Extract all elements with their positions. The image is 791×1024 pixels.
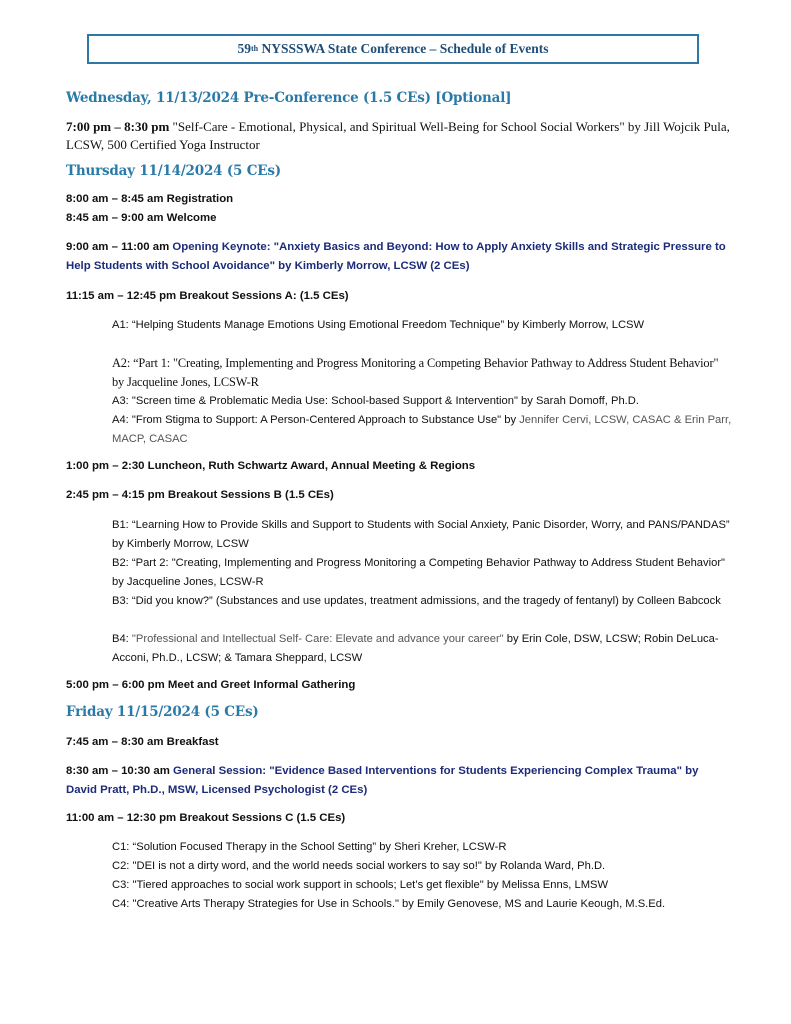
a4-title: A4: "From Stigma to Support: A Person-Centered Approach to Substance Use" by: [112, 414, 520, 426]
title-rest: NYSSSWA State Conference – Schedule of Events: [258, 41, 549, 56]
general-session-time: 8:30 am – 10:30 am: [66, 765, 170, 777]
document-title: 59 th NYSSSWA State Conference – Schedule of Events: [87, 34, 699, 64]
breakout-b1: B1: “Learning How to Provide Skills and Support to Students with Social Anxiety, Panic Disorder, Worry, and PANS/PANDAS” by Kimberly Morrow, LCSW: [112, 519, 730, 550]
breakout-c1: C1: “Solution Focused Therapy in the School Setting” by Sheri Kreher, LCSW-R: [112, 841, 507, 853]
breakout-b2: B2: “Part 2: "Creating, Implementing and Progress Monitoring a Competing Behavior Pathway to Address Student Behavior" by Jacqueline Jones, LCSW-R: [112, 557, 726, 588]
general-session-event: [66, 762, 716, 800]
event-time: 7:00 pm – 8:30 pm: [66, 119, 170, 134]
b4-presenters: by Erin Cole, DSW, LCSW; Robin DeLuca-Acconi, Ph.D., LCSW; & Tamara Sheppard, LCSW: [112, 633, 719, 664]
breakout-b-heading: 2:45 pm – 4:15 pm Breakout Sessions B (1.5 CEs): [66, 489, 334, 501]
breakfast-event: 7:45 am – 8:30 am Breakfast: [66, 736, 219, 748]
breakout-a3: A3: "Screen time & Problematic Media Use: School-based Support & Intervention" by Sarah Domoff, Ph.D.: [112, 395, 639, 407]
b4-title: "Professional and Intellectual Self- Care: Elevate and advance your career": [131, 633, 504, 645]
keynote-description: Opening Keynote: "Anxiety Basics and Beyond: How to Apply Anxiety Skills and Strategic Pressure to Help Students with School Avoidance" by Kimberly Morrow, LCSW (2 CEs): [66, 241, 726, 272]
breakout-a4: [112, 411, 732, 449]
title-prefix: 59: [237, 41, 251, 56]
luncheon-event: 1:00 pm – 2:30 Luncheon, Ruth Schwartz Award, Annual Meeting & Regions: [66, 460, 476, 472]
thursday-heading: Thursday 11/14/2024 (5 CEs): [66, 163, 281, 179]
keynote-event: [66, 238, 726, 276]
keynote-time: 9:00 am – 11:00 am: [66, 241, 170, 253]
breakout-a1: A1: “Helping Students Manage Emotions Using Emotional Freedom Technique” by Kimberly Morrow, LCSW: [112, 319, 645, 331]
breakout-c4: C4: "Creative Arts Therapy Strategies for Use in Schools." by Emily Genovese, MS and Laurie Keough, M.S.Ed.: [112, 898, 666, 910]
a4-presenters: Jennifer Cervi, LCSW, CASAC & Erin Parr, MACP, CASAC: [112, 414, 732, 445]
breakout-c-heading: 11:00 am – 12:30 pm Breakout Sessions C (1.5 CEs): [66, 812, 346, 824]
friday-heading: Friday 11/15/2024 (5 CEs): [66, 704, 259, 720]
registration-event: 8:00 am – 8:45 am Registration: [66, 193, 234, 205]
breakout-a2: A2: “Part 1: "Creating, Implementing and Progress Monitoring a Competing Behavior Pathway to Address Student Behavior" by Jacqueline Jones, LCSW-R: [112, 356, 719, 389]
wednesday-event: [66, 118, 736, 154]
breakout-c2: C2: "DEI is not a dirty word, and the world needs social workers to say so!" by Rolanda Ward, Ph.D.: [112, 860, 606, 872]
breakout-b4: [112, 630, 732, 668]
breakout-b3: B3: “Did you know?” (Substances and use updates, treatment admissions, and the tragedy of fentanyl) by Colleen Babcock: [112, 595, 721, 607]
breakout-a-heading: 11:15 am – 12:45 pm Breakout Sessions A: (1.5 CEs): [66, 290, 349, 302]
event-description: "Self-Care - Emotional, Physical, and Spiritual Well-Being for School Social Workers" by Jill Wojcik Pula, LCSW, 500 Certified Yoga Instructor: [66, 119, 730, 152]
general-session-description: General Session: "Evidence Based Interventions for Students Experiencing Complex Trauma" by David Pratt, Ph.D., MSW, Licensed Psychologist (2 CEs): [66, 765, 699, 796]
b4-prefix: B4:: [112, 633, 132, 645]
wednesday-heading: Wednesday, 11/13/2024 Pre-Conference (1.5 CEs) [Optional]: [66, 90, 512, 106]
welcome-event: 8:45 am – 9:00 am Welcome: [66, 212, 217, 224]
meet-greet-event: 5:00 pm – 6:00 pm Meet and Greet Informal Gathering: [66, 679, 356, 691]
breakout-c3: C3: "Tiered approaches to social work support in schools; Let’s get flexible" by Melissa Enns, LMSW: [112, 879, 609, 891]
